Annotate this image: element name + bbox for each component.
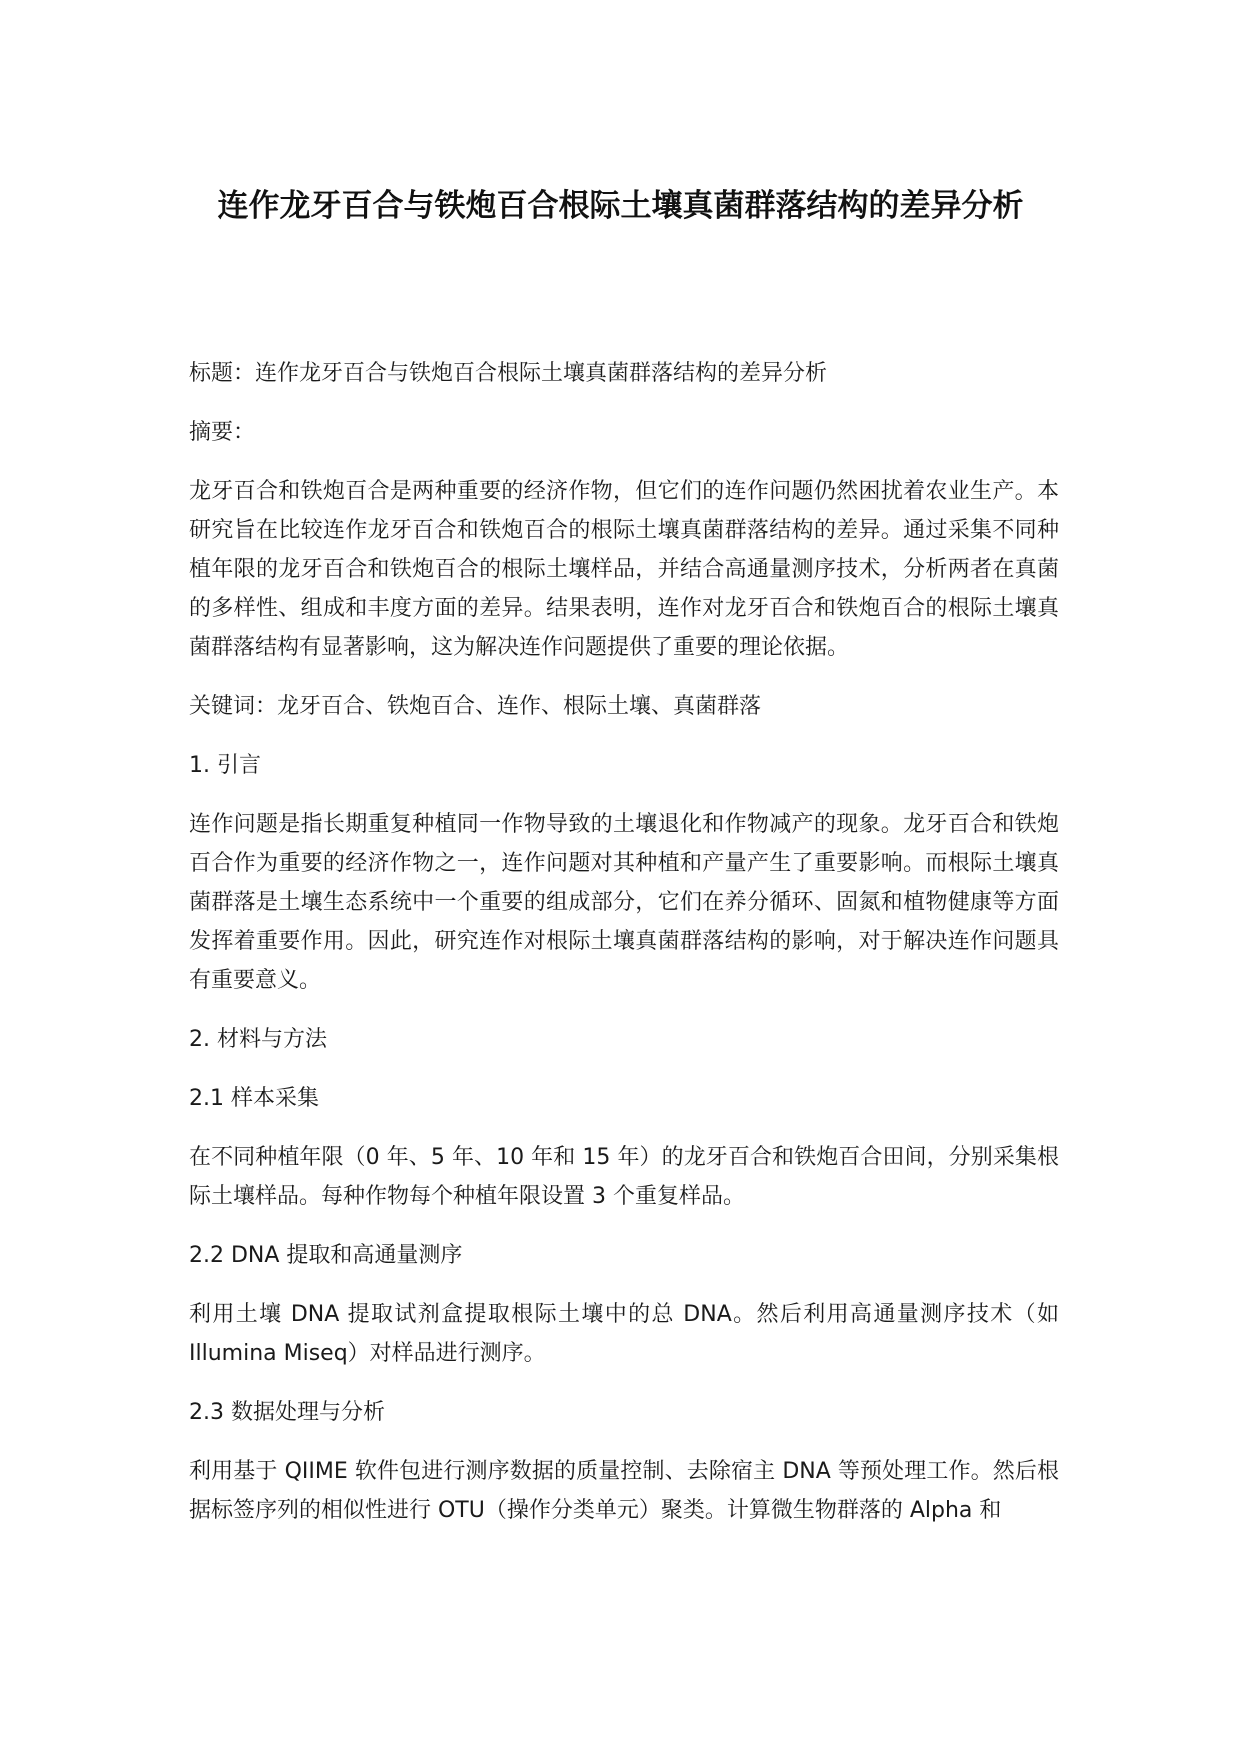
section-2-1-paragraph: 在不同种植年限（0 年、5 年、10 年和 15 年）的龙牙百合和铁炮百合田间，分别采集根际土壤样品。每种作物每个种植年限设置 3 个重复样品。 [189, 1145, 1059, 1209]
section-2-2-paragraph: 利用土壤 DNA 提取试剂盒提取根际土壤中的总 DNA。然后利用高通量测序技术（如 Illumina Miseq）对样品进行测序。 [189, 1302, 1059, 1366]
section-1-heading: 1. 引言 [189, 753, 261, 778]
keywords-line: 关键词：龙牙百合、铁炮百合、连作、根际土壤、真菌群落 [189, 694, 762, 719]
section-2-3-heading: 2.3 数据处理与分析 [189, 1400, 385, 1425]
document-body [189, 354, 1059, 1530]
abstract-heading: 摘要： [189, 420, 256, 445]
title-line: 标题：连作龙牙百合与铁炮百合根际土壤真菌群落结构的差异分析 [189, 361, 828, 386]
section-2-heading: 2. 材料与方法 [189, 1027, 327, 1052]
document-title: 连作龙牙百合与铁炮百合根际土壤真菌群落结构的差异分析 [217, 188, 1024, 224]
section-2-2-heading: 2.2 DNA 提取和高通量测序 [189, 1243, 463, 1268]
section-1-paragraph: 连作问题是指长期重复种植同一作物导致的土壤退化和作物减产的现象。龙牙百合和铁炮百合作为重要的经济作物之一，连作问题对其种植和产量产生了重要影响。而根际土壤真菌群落是土壤生态系统中一个重要的组成部分，它们在养分循环、固氮和植物健康等方面发挥着重要作用。因此，研究连作对根际土壤真菌群落结构的影响，对于解决连作问题具有重要意义。 [189, 812, 1059, 993]
section-2-3-paragraph: 利用基于 QIIME 软件包进行测序数据的质量控制、去除宿主 DNA 等预处理工作。然后根据标签序列的相似性进行 OTU（操作分类单元）聚类。计算微生物群落的 Alpha 和 [189, 1459, 1059, 1523]
section-2-1-heading: 2.1 样本采集 [189, 1086, 319, 1111]
abstract-paragraph: 龙牙百合和铁炮百合是两种重要的经济作物，但它们的连作问题仍然困扰着农业生产。本研究旨在比较连作龙牙百合和铁炮百合的根际土壤真菌群落结构的差异。通过采集不同种植年限的龙牙百合和铁炮百合的根际土壤样品，并结合高通量测序技术，分析两者在真菌的多样性、组成和丰度方面的差异。结果表明，连作对龙牙百合和铁炮百合的根际土壤真菌群落结构有显著影响，这为解决连作问题提供了重要的理论依据。 [189, 479, 1059, 660]
